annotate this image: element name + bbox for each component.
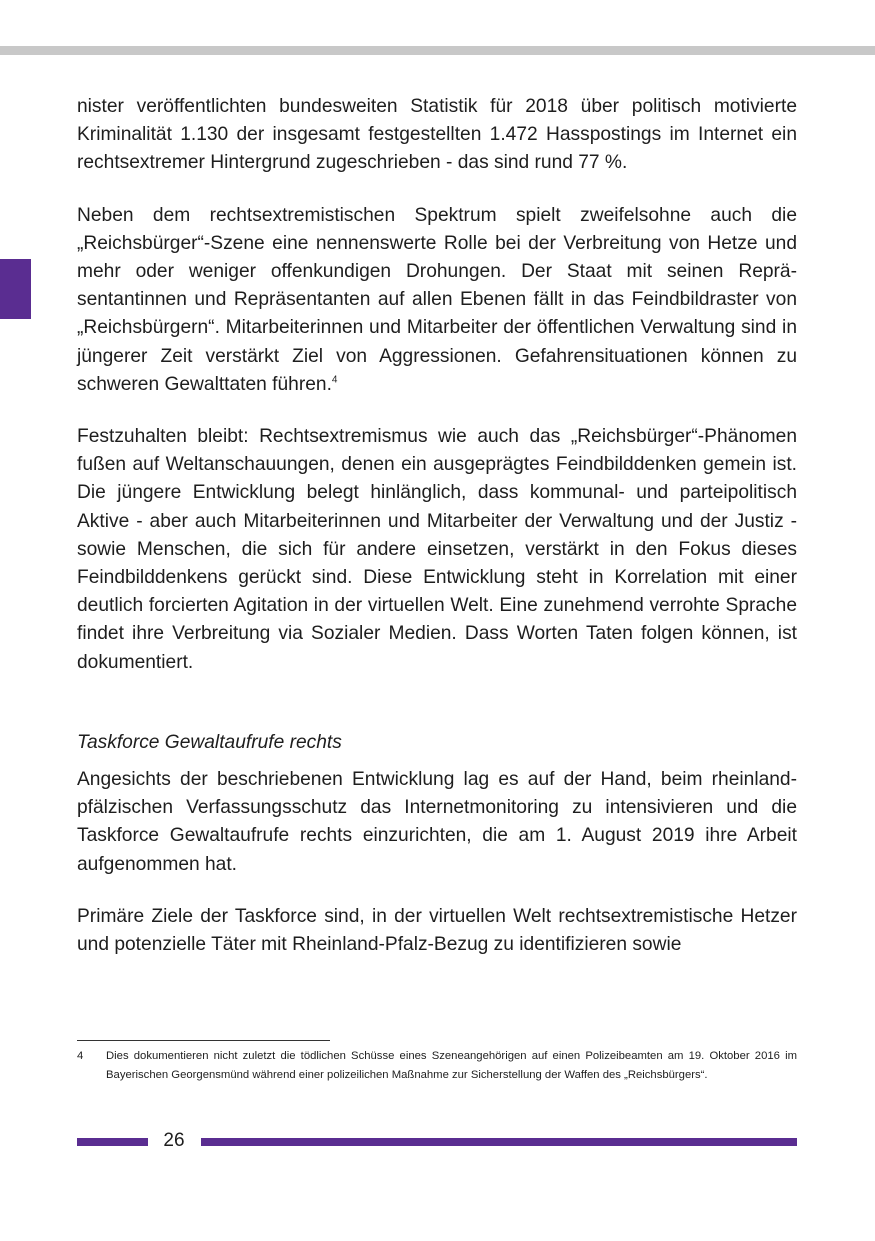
footer-bar-right (201, 1138, 797, 1146)
footnote-divider (77, 1040, 330, 1041)
footer-bar-left (77, 1138, 148, 1146)
paragraph-reichsbuerger-text: Neben dem rechtsextremistischen Spektrum spielt zweifelsohne auch die „Reichsbürger“-Szene eine nennenswerte Rolle bei der Verbreitung von Hetze und mehr oder weniger offenkundigen Drohungen. Der Staat mit seinen Repräsentantinnen und Repräsentanten auf allen Ebenen fällt in das Feindbildraster von „Reichsbürgern“. Mitarbeiterinnen und Mitarbeiter der öffentlichen Verwaltung sind in jüngerer Zeit verstärkt Ziel von Aggressionen. Gefahrensituationen können zu schweren Gewalttaten führen. (77, 204, 797, 395)
paragraph-reichsbuerger (77, 202, 797, 399)
top-rule (0, 46, 875, 55)
footnote-number: 4 (77, 1050, 84, 1062)
footnote-reference[interactable]: 4 (331, 374, 338, 386)
footnote-text: Dies dokumentieren nicht zuletzt die tödlichen Schüsse eines Szeneangehörigen auf einen Polizeibeamten am 19. Oktober 2016 im Bayerischen Georgensmünd während einer polizeilichen Maßnahme zur Sicherstellung der Waffen des „Reichsbürgers“. (106, 1050, 797, 1081)
paragraph-angesichts: Angesichts der beschriebenen Entwicklung lag es auf der Hand, beim rheinland-pfälzischen Verfassungsschutz das Internetmonitoring zu intensivieren und die Taskforce Gewaltaufrufe rechts einzurichten, die am 1. August 2019 ihre Arbeit aufgenommen hat. (77, 769, 797, 875)
page-number: 26 (163, 1130, 185, 1151)
paragraph-statistik: nister veröffentlichten bundesweiten Statistik für 2018 über politisch motivierte Kriminalität 1.130 der insgesamt festgestellten 1.472 Hasspostings im Internet ein rechtsextremer Hintergrund zugeschrieben - das sind rund 77 %. (77, 96, 797, 174)
paragraph-festzuhalten: Festzuhalten bleibt: Rechtsextremismus wie auch das „Reichsbürger“-Phänomen fußen auf Weltanschauungen, denen ein ausgeprägtes Feindbilddenken gemein ist. Die jüngere Entwicklung belegt hinlänglich, dass kommunal- und parteipolitisch Aktive - aber auch Mitarbeiterinnen und Mitarbeiter der Verwaltung und der Justiz - sowie Menschen, die sich für andere einsetzen, verstärkt in den Fokus dieses Feindbilddenkens gerückt sind. Diese Entwicklung steht in Korrelation mit einer deutlich forcierten Agitation in der virtuellen Welt. Eine zunehmend verrohte Sprache findet ihre Verbreitung via Sozialer Medien. Dass Worten Taten folgen können, ist dokumentiert. (77, 426, 797, 673)
footnote (77, 1047, 797, 1085)
page-body (77, 93, 797, 959)
chapter-side-tab (0, 259, 31, 319)
paragraph-primaere-ziele: Primäre Ziele der Taskforce sind, in der virtuellen Welt rechtsextremistische Hetzer und potenzielle Täter mit Rheinland-Pfalz-Bezug zu identifizieren sowie (77, 905, 797, 956)
section-heading: Taskforce Gewaltaufrufe rechts (77, 731, 342, 753)
